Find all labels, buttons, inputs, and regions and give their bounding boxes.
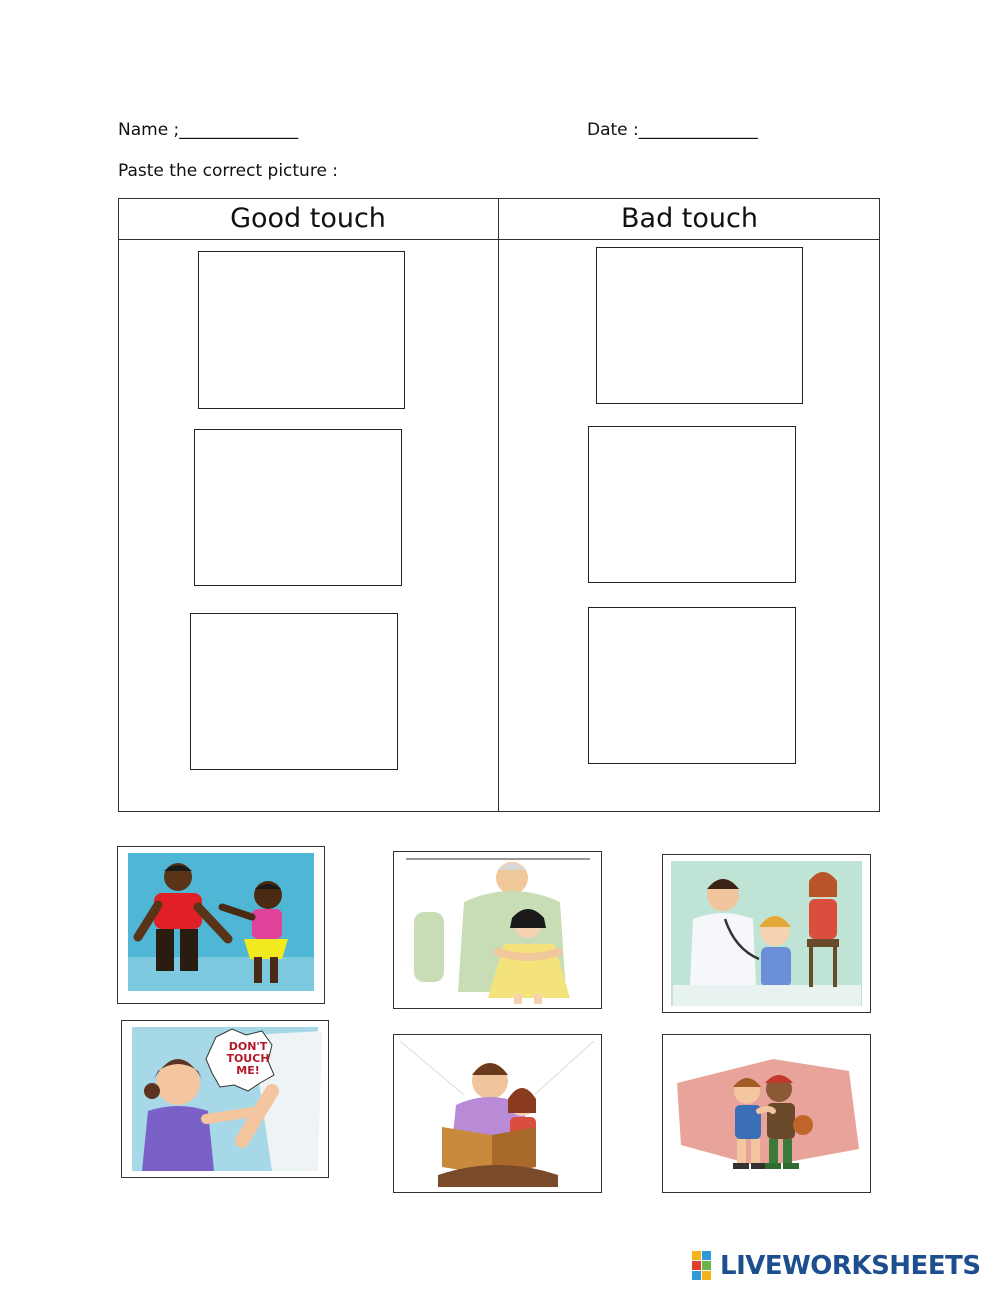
bad-touch-drop-zone-2[interactable] xyxy=(588,426,796,583)
name-row xyxy=(118,120,298,140)
date-row xyxy=(587,120,758,140)
parent-reading-book-to-child-image[interactable] xyxy=(393,1034,602,1193)
friends-arm-in-arm-image[interactable] xyxy=(662,1034,871,1193)
bad-touch-drop-zone-1[interactable] xyxy=(596,247,803,404)
dont-touch-me-speech: DON'T TOUCH ME! xyxy=(226,1040,270,1077)
name-blank[interactable]: ______________ xyxy=(179,120,299,140)
header-divider xyxy=(118,239,880,240)
good-touch-drop-zone-1[interactable] xyxy=(198,251,405,409)
good-touch-drop-zone-2[interactable] xyxy=(194,429,402,586)
instruction: Paste the correct picture : xyxy=(118,161,339,181)
liveworksheets-logo-icon xyxy=(692,1249,722,1283)
date-blank[interactable]: ______________ xyxy=(638,120,758,140)
bad-touch-drop-zone-3[interactable] xyxy=(588,607,796,764)
grandparent-hugging-child-image[interactable] xyxy=(393,851,602,1009)
girl-saying-dont-touch-me-image[interactable] xyxy=(121,1020,329,1178)
doctor-checkup-with-parent-image[interactable] xyxy=(662,854,871,1013)
adult-pulling-child-shorts-image[interactable] xyxy=(117,846,325,1004)
date-label: Date : xyxy=(587,120,639,140)
liveworksheets-logo-text: LIVEWORKSHEETS xyxy=(720,1251,981,1281)
good-touch-drop-zone-3[interactable] xyxy=(190,613,398,770)
name-label: Name ; xyxy=(118,120,180,140)
good-touch-heading: Good touch xyxy=(230,203,386,234)
bad-touch-heading: Bad touch xyxy=(621,203,758,234)
column-divider xyxy=(498,198,499,812)
